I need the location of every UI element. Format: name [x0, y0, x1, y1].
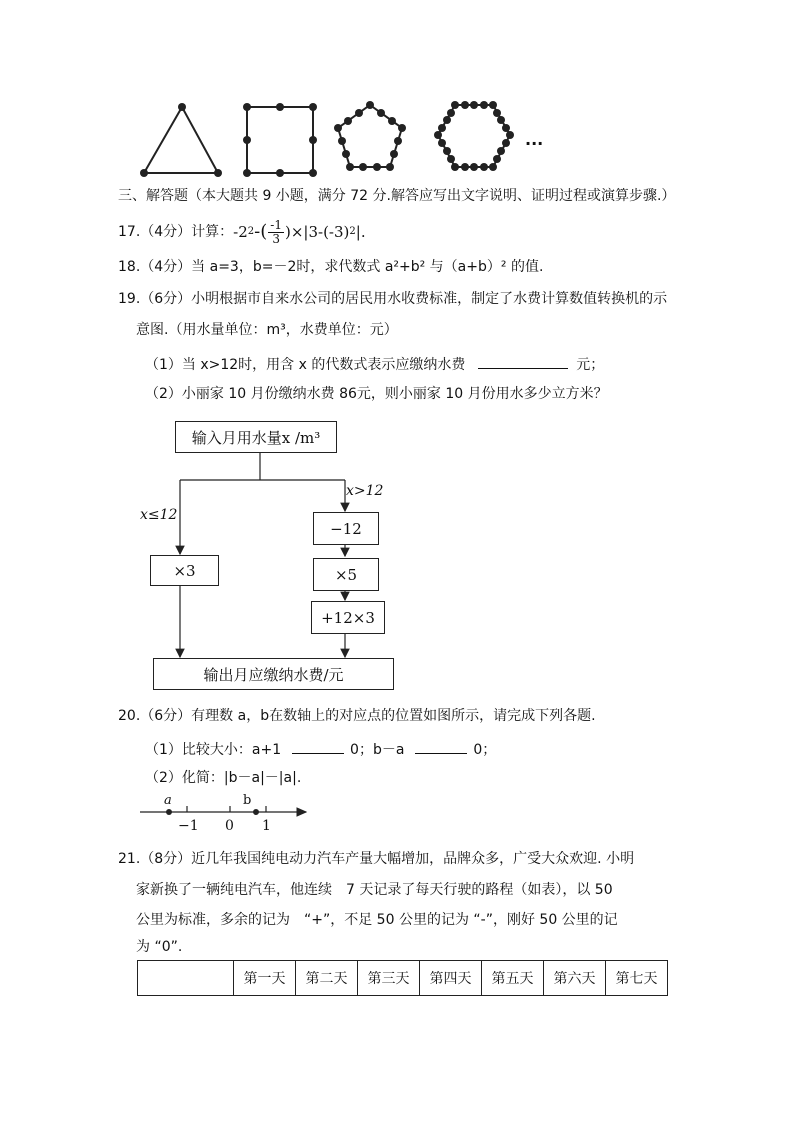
q19-line2: 意图.（用水量单位：m³，水费单位：元）	[136, 322, 398, 338]
flow-op-r2: ×5	[313, 558, 379, 591]
table-header-day5: 第五天	[482, 961, 544, 996]
q21-line2: 家新换了一辆纯电汽车，他连续 7 天记录了每天行驶的路程（如表），以 50	[136, 882, 613, 898]
q17-term-end: |.	[355, 223, 366, 241]
point-a-label: a	[164, 793, 172, 808]
flow-input-box: 输入月用水量x /m³	[175, 421, 337, 453]
q17-term-b: -(	[254, 221, 268, 242]
q19-part1-unit: 元；	[576, 357, 605, 373]
q20-part1-text-c: 0；	[473, 742, 497, 758]
q17-sup-c: 2	[349, 226, 356, 237]
flow-cond-left: x≤12	[140, 507, 178, 523]
tick-0-label: 0	[225, 818, 234, 834]
table-header-day3: 第三天	[358, 961, 420, 996]
q21-line3: 公里为标准，多余的记为 “+”，不足 50 公里的记为 “-”，刚好 50 公里的记	[136, 912, 618, 928]
q21-line1: 21.（8分）近几年我国纯电动力汽车产量大幅增加，品牌众多，广受大众欢迎. 小明	[118, 851, 635, 867]
flow-output-box: 输出月应缴纳水费/元	[153, 658, 394, 690]
q20-part2: （2）化简：|b－a|－|a|.	[145, 770, 302, 786]
point-b-label: b	[243, 793, 252, 808]
q18: 18.（4分）当 a=3，b=－2时，求代数式 a²+b² 与（a+b）² 的值.	[118, 259, 544, 275]
q19-line1: 19.（6分）小明根据市自来水公司的居民用水收费标准，制定了水费计算数值转换机的示	[118, 291, 668, 307]
q20-line1: 20.（6分）有理数 a，b在数轴上的对应点的位置如图所示，请完成下列各题.	[118, 708, 596, 724]
table-row	[138, 961, 668, 996]
q20-part1	[145, 737, 496, 760]
q17-term-a: -2	[233, 223, 248, 241]
flow-op-left: ×3	[150, 555, 219, 586]
q20-part1-text-b: 0；b－a	[350, 742, 405, 758]
flow-op-r3: +12×3	[311, 601, 385, 634]
table-corner-cell	[138, 961, 234, 996]
q17-term-c: )×|3-(-3)	[284, 223, 350, 241]
ellipsis: ...	[525, 130, 544, 149]
table-header-day4: 第四天	[420, 961, 482, 996]
q20-blank-1[interactable]	[292, 737, 344, 754]
q17-frac-num: -1	[270, 217, 282, 232]
q20-blank-2[interactable]	[415, 737, 467, 754]
q20-part1-text-a: （1）比较大小：a+1	[145, 742, 282, 758]
q17-frac-den: 3	[272, 231, 280, 246]
mileage-table	[137, 960, 668, 996]
q17-label: 17.（4分）计算：	[118, 224, 234, 240]
flow-op-r1: −12	[313, 512, 379, 545]
flow-cond-right: x>12	[346, 483, 384, 499]
point-b-dot	[253, 809, 259, 815]
tick-neg1-label: −1	[178, 818, 199, 834]
table-header-day7: 第七天	[606, 961, 668, 996]
section-title: 三、解答题（本大题共 9 小题，满分 72 分.解答应写出文字说明、证明过程或演算步骤.）	[118, 188, 676, 204]
q17-sup-a: 2	[247, 226, 255, 237]
table-header-day6: 第六天	[544, 961, 606, 996]
q21-line4: 为 “0”.	[136, 939, 183, 955]
tick-1-label: 1	[262, 818, 271, 834]
point-a-dot	[166, 809, 172, 815]
table-header-day1: 第一天	[234, 961, 296, 996]
q19-part2: （2）小丽家 10 月份缴纳水费 86元，则小丽家 10 月份用水多少立方米？	[145, 386, 608, 402]
q19-part1-text: （1）当 x>12时，用含 x 的代数式表示应缴纳水费	[145, 357, 466, 373]
table-header-day2: 第二天	[296, 961, 358, 996]
